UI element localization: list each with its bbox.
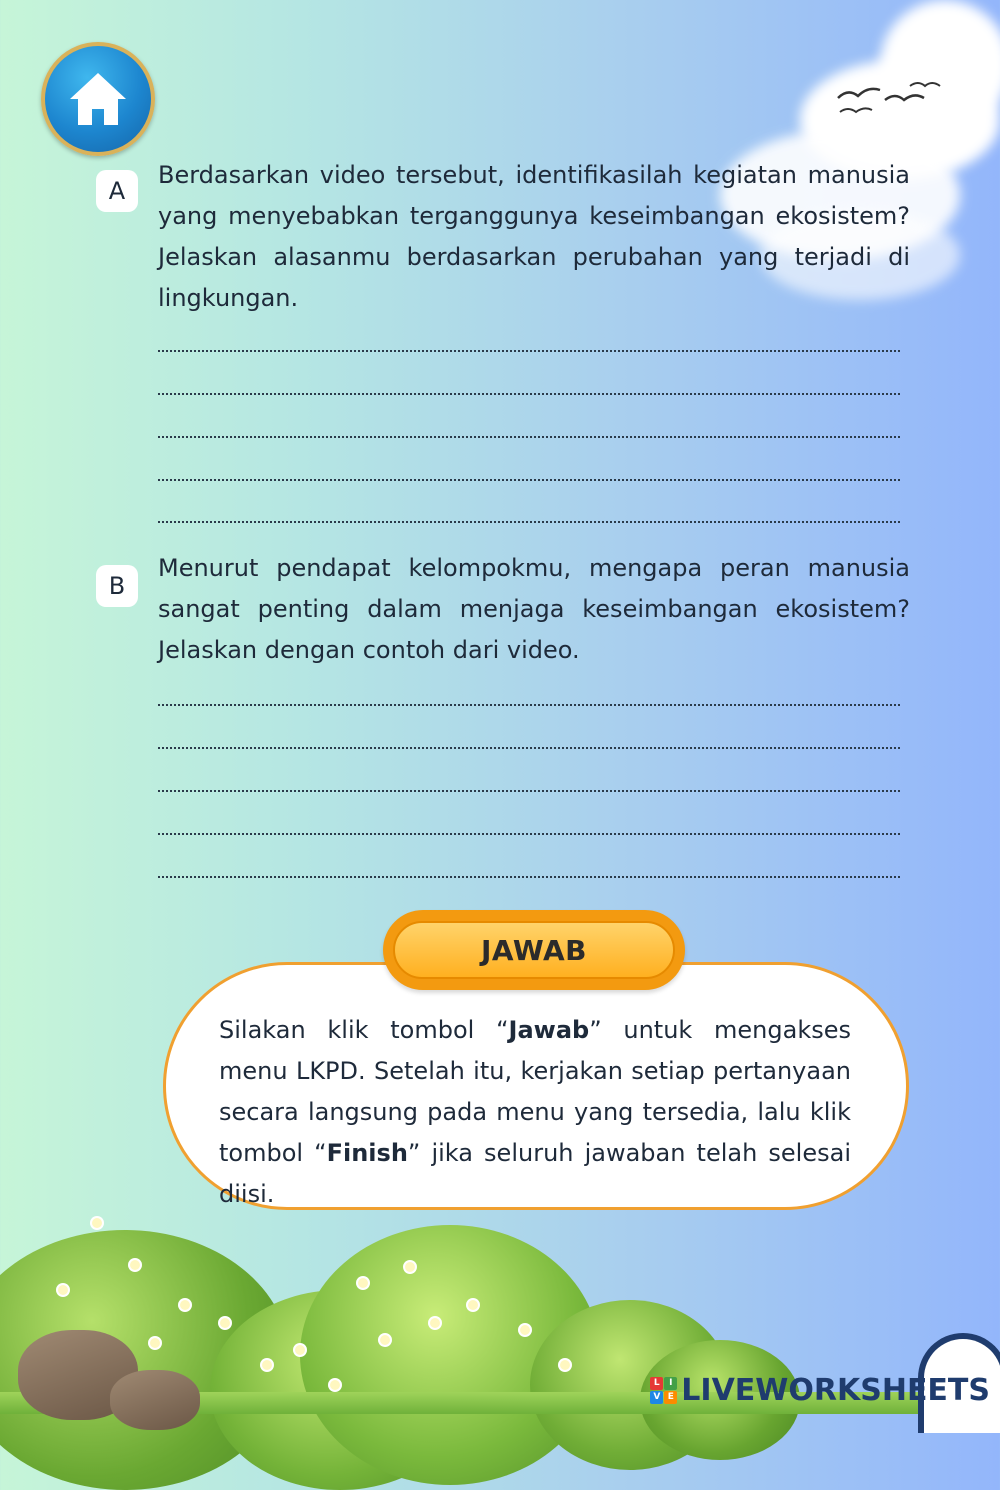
answer-line-b5[interactable] xyxy=(158,876,900,878)
answer-line-a3[interactable] xyxy=(158,436,900,438)
instruction-text: Silakan klik tombol “Jawab” untuk mengakses menu LKPD. Setelah itu, kerjakan setiap pertanyaan secara langsung pada menu yang tersedia, lalu klik tombol “Finish” jika seluruh jawaban telah selesai diisi. xyxy=(219,1016,852,1208)
answer-line-b3[interactable] xyxy=(158,790,900,792)
home-button[interactable] xyxy=(41,42,155,156)
question-a-badge: A xyxy=(96,170,138,212)
liveworksheets-text: LIVEWORKSHEETS xyxy=(681,1373,990,1408)
jawab-keyword: Jawab xyxy=(508,1016,590,1044)
answer-line-a5[interactable] xyxy=(158,521,900,523)
question-b-badge: B xyxy=(96,565,138,607)
answer-line-b2[interactable] xyxy=(158,747,900,749)
jawab-button[interactable] xyxy=(383,910,685,990)
answer-line-b4[interactable] xyxy=(158,833,900,835)
answer-line-a4[interactable] xyxy=(158,479,900,481)
home-icon xyxy=(66,69,130,129)
answer-line-a1[interactable] xyxy=(158,350,900,352)
finish-keyword: Finish xyxy=(326,1139,408,1167)
question-a-text: Berdasarkan video tersebut, identifikasilah kegiatan manusia yang menyebabkan terganggunya keseimbangan ekosistem? Jelaskan alasanmu berdasarkan perubahan yang terjadi di lingkungan. xyxy=(158,161,910,312)
jawab-button-label: JAWAB xyxy=(393,921,675,979)
answer-line-b1[interactable] xyxy=(158,704,900,706)
liveworksheets-mark-icon: L I V E xyxy=(650,1377,677,1404)
liveworksheets-logo xyxy=(650,1373,990,1408)
question-b-text: Menurut pendapat kelompokmu, mengapa peran manusia sangat penting dalam menjaga keseimbangan ekosistem? Jelaskan dengan contoh dari video. xyxy=(158,554,910,664)
answer-line-a2[interactable] xyxy=(158,393,900,395)
birds-decoration xyxy=(830,78,950,118)
